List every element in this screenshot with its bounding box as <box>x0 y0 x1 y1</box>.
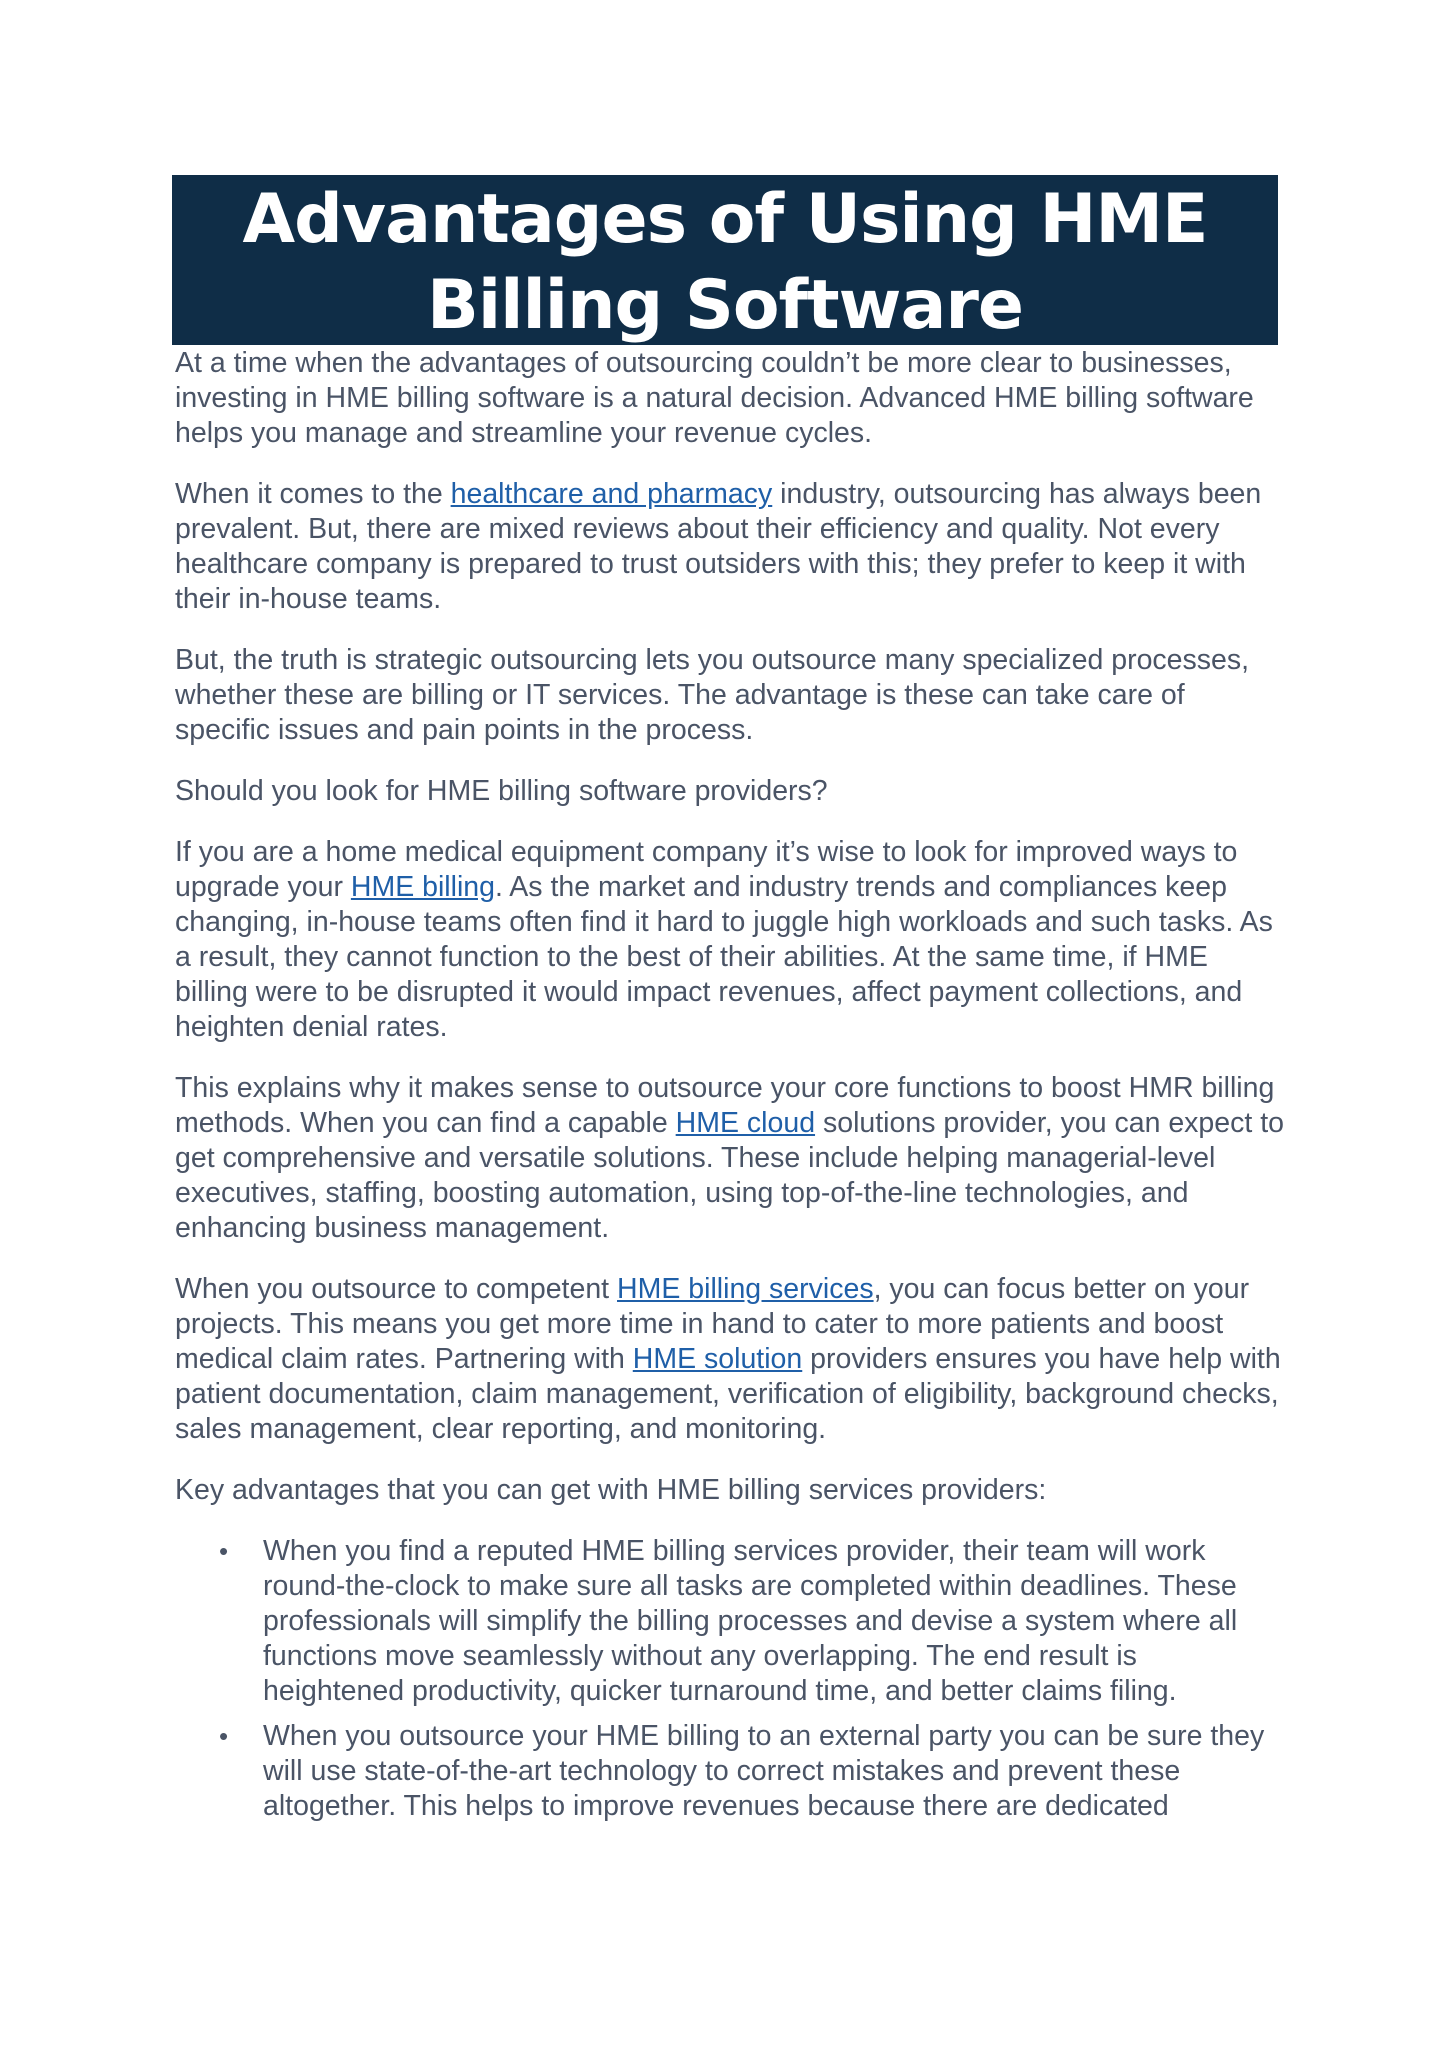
list-item: • When you find a reputed HME billing services provider, their team will work round-the-clock to make sure all tasks are completed within deadlines. These professionals will simplify the billing processes and devise a system where all functions move seamlessly without any overlapping. The end result is heightened productivity, quicker turnaround time, and better claims filing. <box>219 1535 1238 1707</box>
paragraph-competent-services: When you outsource to competent HME billing services, you can focus better on your projects. This means you get more time in hand to cater to more patients and boost medical claim rates. Partnering with HME solution providers ensures you have help with patient documentation, claim management, verification of eligibility, background checks, sales management, clear reporting, and monitoring. <box>175 1273 1281 1445</box>
link-hme-billing[interactable]: HME billing <box>350 871 496 903</box>
paragraph-question: Should you look for HME billing software providers? <box>175 775 828 807</box>
advantages-list <box>175 1534 1285 1824</box>
bullet-icon: • <box>219 1536 229 1566</box>
page-title-line-1: Advantages of Using HME <box>242 180 1208 259</box>
link-healthcare-and-pharmacy[interactable]: healthcare and pharmacy <box>450 478 773 510</box>
link-hme-billing-services[interactable]: HME billing services <box>617 1273 874 1305</box>
paragraph-intro: At a time when the advantages of outsourcing couldn’t be more clear to businesses, investing in HME billing software is a natural decision. Advanced HME billing software helps you manage and streamline your revenue cycles. <box>175 347 1254 449</box>
bullet-icon: • <box>219 1721 229 1751</box>
paragraph-key-advantages: Key advantages that you can get with HME billing services providers: <box>175 1474 1047 1506</box>
link-hme-solution[interactable]: HME solution <box>632 1343 803 1375</box>
list-item: • When you outsource your HME billing to an external party you can be sure they will use state-of-the-art technology to correct mistakes and prevent these altogether. This helps to improve revenues because there are dedicated <box>219 1720 1265 1822</box>
paragraph-strategic-outsourcing: But, the truth is strategic outsourcing lets you outsource many specialized processes, whether these are billing or IT services. The advantage is these can take care of specific issues and pain points in the process. <box>175 644 1250 746</box>
paragraph-healthcare: When it comes to the healthcare and pharmacy industry, outsourcing has always been prevalent. But, there are mixed reviews about their efficiency and quality. Not every healthcare company is prepared to trust outsiders with this; they prefer to keep it with their in-house teams. <box>175 478 1262 615</box>
page-title-line-2: Billing Software <box>427 266 1023 345</box>
link-hme-cloud[interactable]: HME cloud <box>675 1107 816 1139</box>
paragraph-core-functions: This explains why it makes sense to outsource your core functions to boost HMR billing methods. When you can find a capable HME cloud solutions provider, you can expect to get comprehensive and versatile solutions. These include helping managerial-level executives, staffing, boosting automation, using top-of-the-line technologies, and enhancing business management. <box>175 1072 1284 1244</box>
paragraph-hme-company: If you are a home medical equipment company it’s wise to look for improved ways to upgrade your HME billing. As the market and industry trends and compliances keep changing, in-house teams often find it hard to juggle high workloads and such tasks. As a result, they cannot function to the best of their abilities. At the same time, if HME billing were to be disrupted it would impact revenues, affect payment collections, and heighten denial rates. <box>175 836 1273 1043</box>
title-banner <box>172 175 1278 345</box>
article-body <box>175 346 1285 1834</box>
